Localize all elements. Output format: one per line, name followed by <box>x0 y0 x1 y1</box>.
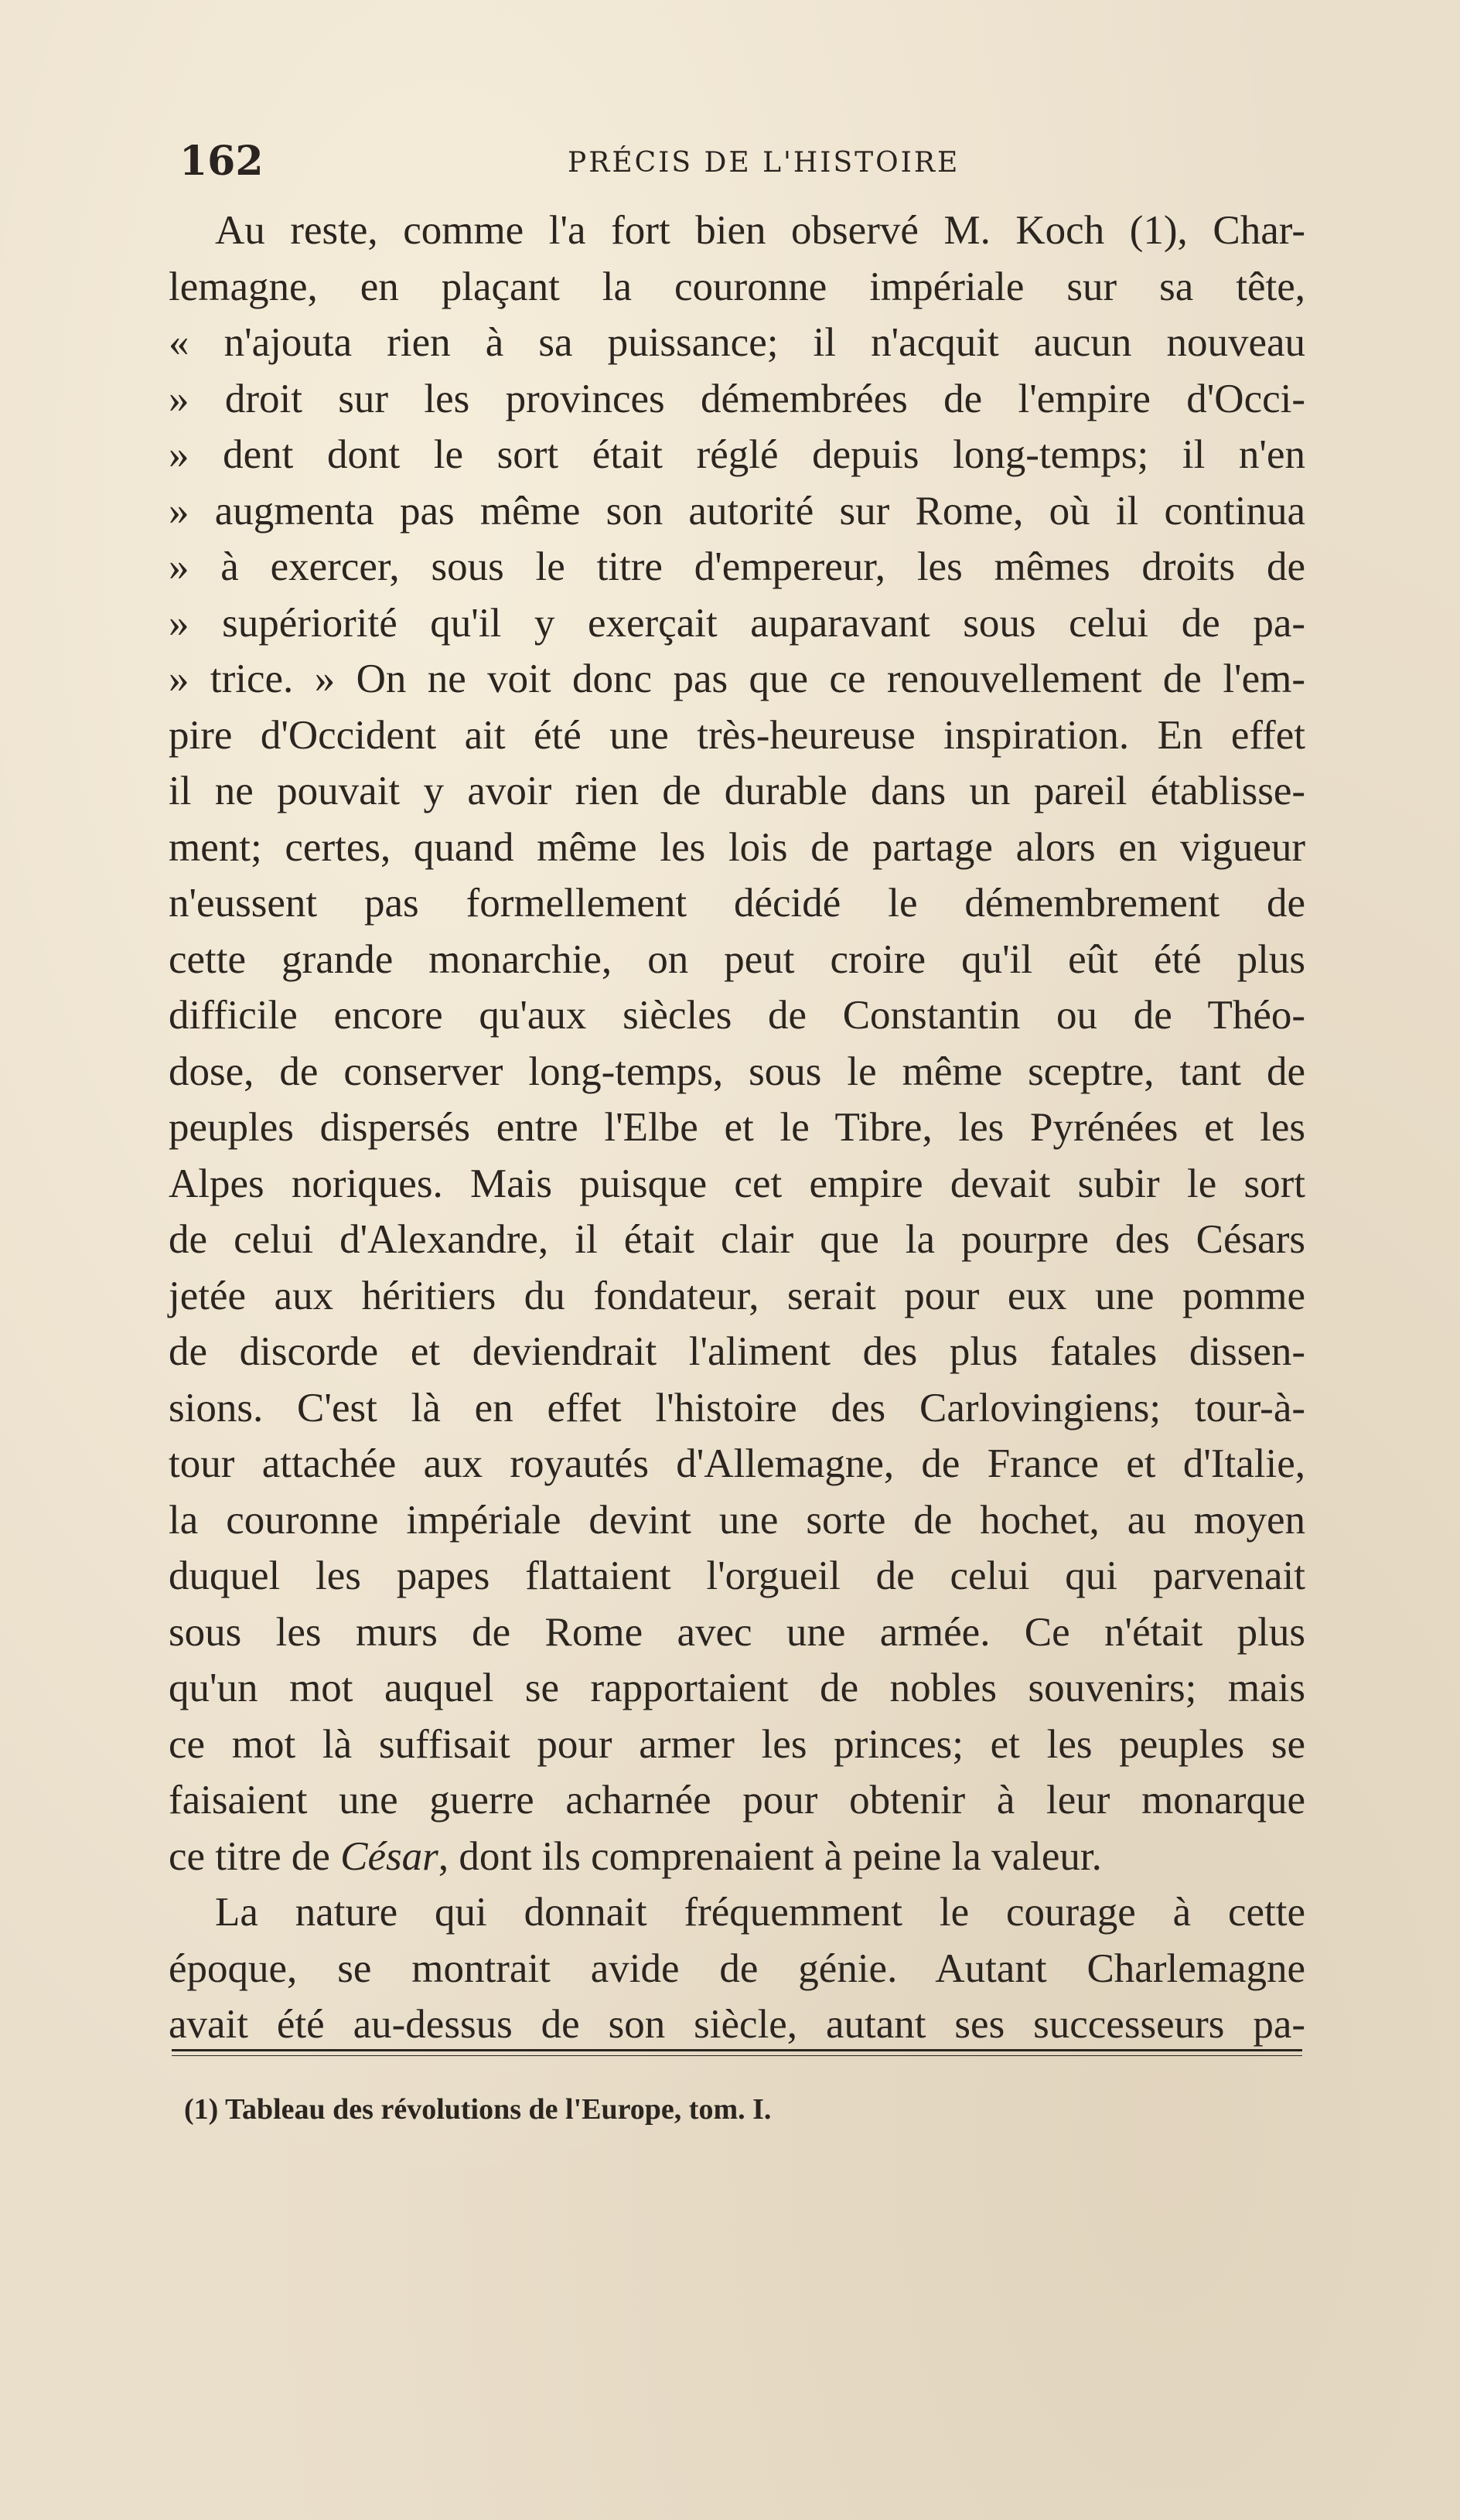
text-line: il ne pouvait y avoir rien de durable dans un pareil établisse- <box>169 769 1305 813</box>
text-line: » trice. » On ne voit donc pas que ce renouvellement de l'em- <box>169 656 1305 701</box>
text-line: sous les murs de Rome avec une armée. Ce n'était plus <box>169 1609 1305 1655</box>
text-line: de celui d'Alexandre, il était clair que la pourpre des Césars <box>169 1217 1305 1262</box>
text-line: n'eussent pas formellement décidé le démembrement de <box>169 881 1305 926</box>
text-line: Alpes noriques. Mais puisque cet empire devait subir le sort <box>169 1161 1305 1206</box>
running-head <box>179 138 1301 192</box>
text-line: ce mot là suffisait pour armer les princes; et les peuples se <box>169 1721 1305 1767</box>
italic-cesar: César <box>340 1833 438 1879</box>
text-line: » supériorité qu'il y exerçait auparavant sous celui de pa- <box>169 600 1305 646</box>
text-line: dose, de conserver long-temps, sous le même sceptre, tant de <box>169 1049 1305 1094</box>
text-line: peuples dispersés entre l'Elbe et le Tibre, les Pyrénées et les <box>169 1105 1305 1150</box>
text-run: , dont ils comprenaient à peine la valeur. <box>438 1833 1102 1879</box>
text-line: » dent dont le sort était réglé depuis long-temps; il n'en <box>169 432 1305 477</box>
text-line: faisaient une guerre acharnée pour obtenir à leur monarque <box>169 1778 1305 1823</box>
footnote-divider <box>172 2049 1302 2056</box>
text-line: jetée aux héritiers du fondateur, serait pour eux une pomme <box>169 1273 1305 1318</box>
footnote: (1) Tableau des révolutions de l'Europe, tom. I. <box>184 2093 772 2126</box>
text-line: pire d'Occident ait été une très-heureuse inspiration. En effet <box>169 712 1305 758</box>
text-line: » augmenta pas même son autorité sur Rome, où il continua <box>169 488 1305 534</box>
main-text <box>169 203 1305 2053</box>
page-number: 162 <box>179 138 264 185</box>
text-line: » droit sur les provinces démembrées de l'empire d'Occi- <box>169 376 1305 421</box>
text-line: la couronne impériale devint une sorte de hochet, au moyen <box>169 1497 1305 1543</box>
text-line: lemagne, en plaçant la couronne impériale sur sa tête, <box>169 264 1305 309</box>
text-line: La nature qui donnait fréquemment le courage à cette <box>215 1890 1305 1935</box>
text-line: ment; certes, quand même les lois de partage alors en vigueur <box>169 824 1305 870</box>
text-line: « n'ajouta rien à sa puissance; il n'acquit aucun nouveau <box>169 320 1305 365</box>
running-title: PRÉCIS DE L'HISTOIRE <box>568 147 960 179</box>
text-line: qu'un mot auquel se rapportaient de nobles souvenirs; mais <box>169 1666 1305 1710</box>
text-line: sions. C'est là en effet l'histoire des Carlovingiens; tour-à- <box>169 1385 1305 1431</box>
text-line: de discorde et deviendrait l'aliment des plus fatales dissen- <box>169 1329 1305 1374</box>
paragraph-end-line <box>169 1829 1305 1885</box>
text-line: » à exercer, sous le titre d'empereur, les mêmes droits de <box>169 544 1305 589</box>
text-line: difficile encore qu'aux siècles de Constantin ou de Théo- <box>169 993 1305 1038</box>
text-run: ce titre de <box>169 1833 341 1879</box>
text-line: duquel les papes flattaient l'orgueil de celui qui parvenait <box>169 1553 1305 1598</box>
text-line: cette grande monarchie, on peut croire qu'il eût été plus <box>169 936 1305 982</box>
text-line: avait été au-dessus de son siècle, autant ses successeurs pa- <box>169 2002 1305 2047</box>
text-line: époque, se montrait avide de génie. Autant Charlemagne <box>169 1945 1305 1991</box>
text-line: Au reste, comme l'a fort bien observé M. Koch (1), Char- <box>215 208 1305 253</box>
text-line: tour attachée aux royautés d'Allemagne, de France et d'Italie, <box>169 1441 1305 1486</box>
